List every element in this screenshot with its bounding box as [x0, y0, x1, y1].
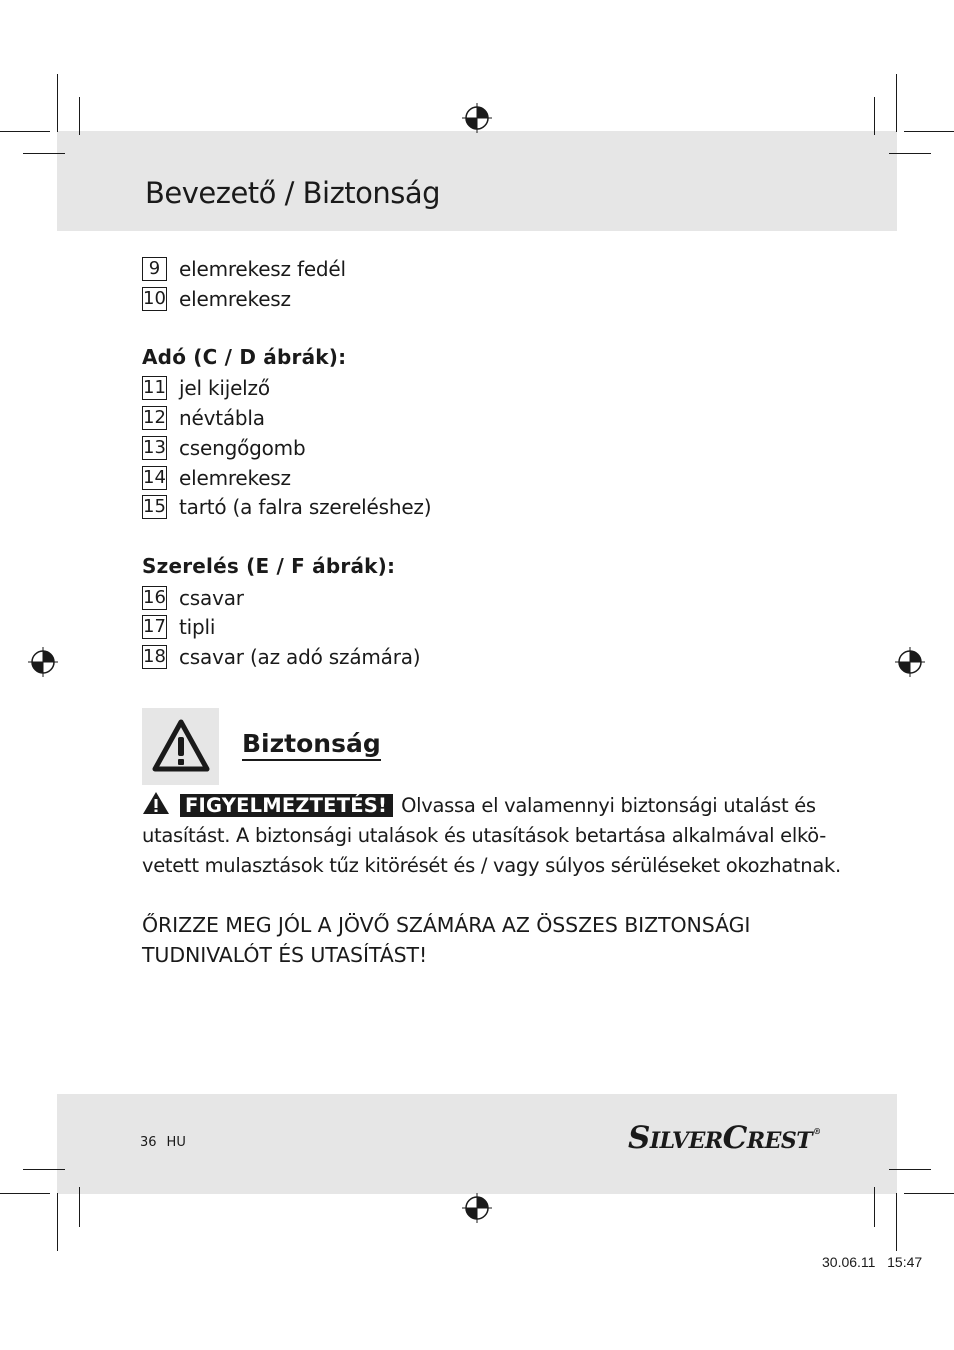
warning-triangle-icon: [151, 718, 211, 774]
registration-mark-icon: [462, 1193, 492, 1223]
print-date: 30.06.11: [822, 1254, 876, 1270]
item-number: 18: [143, 646, 166, 667]
warning-badge: FIGYELMEZTETÉS!: [180, 794, 393, 817]
list-item: [142, 585, 244, 611]
list-item: [142, 465, 291, 491]
item-number: 12: [143, 407, 166, 428]
list-item: [142, 256, 346, 282]
transmitter-heading: Adó (C / D ábrák):: [142, 345, 347, 369]
list-item: [142, 494, 431, 520]
item-label: csavar: [179, 586, 244, 610]
item-number: 10: [143, 288, 166, 309]
list-item: [142, 405, 265, 431]
registration-mark-icon: [28, 647, 58, 677]
item-number: 14: [143, 467, 166, 488]
item-label: elemrekesz: [179, 466, 291, 490]
list-item: [142, 286, 291, 312]
list-item: [142, 435, 305, 461]
item-label: tartó (a falra szereléshez): [179, 495, 432, 519]
keep-instructions: [142, 910, 750, 970]
print-stamp: [822, 1254, 922, 1270]
item-number: 17: [143, 616, 166, 637]
page-title: Bevezető / Biztonság: [145, 176, 441, 210]
item-number: 9: [142, 257, 167, 281]
item-number: 13: [143, 437, 166, 458]
list-item: [142, 375, 270, 401]
registration-mark-icon: [462, 103, 492, 133]
page-number: [140, 1135, 196, 1150]
item-number: 16: [143, 587, 166, 608]
list-item: [142, 644, 420, 670]
warning-box: [142, 708, 219, 785]
warning-line: vetett mulasztások tűz kitörését és / vagy súlyos sérüléseket okozhatnak.: [142, 854, 841, 877]
section-title: Biztonság: [242, 729, 381, 761]
item-label: jel kijelző: [179, 376, 270, 400]
item-number: 15: [143, 496, 166, 517]
registration-mark-icon: [895, 647, 925, 677]
keep-line: TUDNIVALÓT ÉS UTASÍTÁST!: [142, 943, 428, 967]
item-label: elemrekesz fedél: [179, 257, 346, 281]
warning-line: utasítást. A biztonsági utalások és utasítások betartása alkalmával elkö-: [142, 824, 826, 847]
warning-line: [142, 791, 841, 821]
warning-small-icon: [142, 791, 170, 815]
item-label: elemrekesz: [179, 287, 291, 311]
warning-paragraph: [142, 791, 841, 881]
keep-line: ŐRIZZE MEG JÓL A JÖVŐ SZÁMÁRA AZ ÖSSZES BIZTONSÁGI: [142, 913, 751, 937]
warning-text: Olvassa el valamennyi biztonsági utalást és: [401, 794, 816, 817]
item-label: csengőgomb: [179, 436, 306, 460]
page-number-value: 36: [140, 1135, 157, 1150]
print-time: 15:47: [887, 1254, 923, 1270]
item-number: 11: [143, 377, 166, 398]
language-code: HU: [166, 1135, 186, 1150]
brand-logo: SILVERCREST®: [628, 1120, 821, 1156]
item-label: csavar (az adó számára): [179, 645, 421, 669]
item-label: tipli: [179, 615, 216, 639]
item-label: névtábla: [179, 406, 265, 430]
mounting-heading: Szerelés (E / F ábrák):: [142, 554, 396, 578]
list-item: [142, 614, 215, 640]
